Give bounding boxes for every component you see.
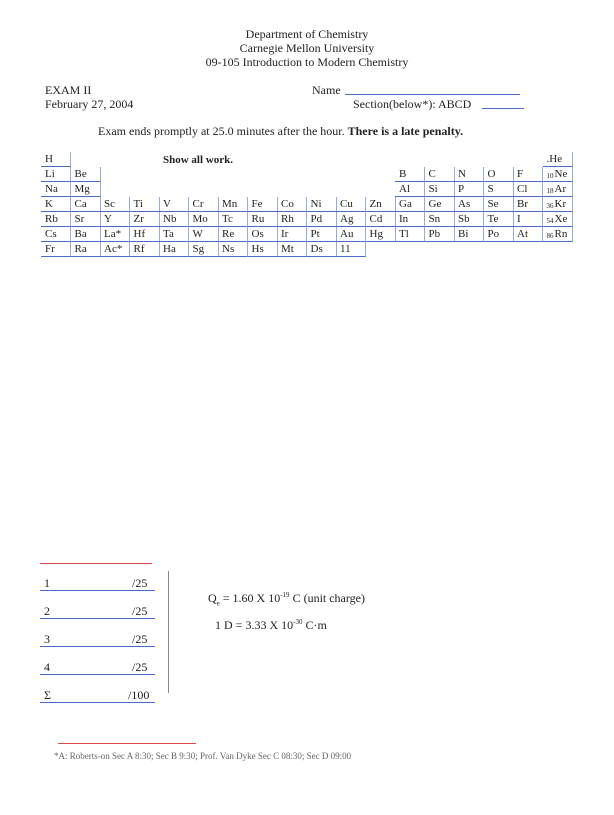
element-cell bbox=[484, 167, 514, 182]
element-symbol: Al bbox=[399, 183, 410, 195]
element-symbol: H bbox=[45, 153, 53, 165]
element-cell bbox=[248, 197, 278, 212]
element-symbol: O bbox=[487, 168, 496, 180]
element-cell bbox=[218, 227, 248, 242]
element-symbol: Sg bbox=[192, 243, 205, 255]
element-symbol: Mo bbox=[192, 213, 208, 225]
element-symbol: In bbox=[399, 213, 409, 225]
element-cell bbox=[277, 242, 307, 257]
element-symbol: Ir bbox=[281, 228, 289, 240]
element-symbol: Sn bbox=[428, 213, 441, 225]
debye-constant: 1 D = 3.33 X $10^{-30}$ C·m bbox=[215, 618, 327, 632]
element-cell bbox=[189, 212, 219, 227]
element-symbol: Nb bbox=[163, 213, 177, 225]
element-cell bbox=[277, 227, 307, 242]
element-symbol: Ra bbox=[74, 243, 87, 255]
element-symbol: Rn bbox=[554, 228, 568, 240]
element-cell bbox=[189, 227, 219, 242]
atomic-number-prefix: 86 bbox=[546, 232, 554, 240]
footer-line bbox=[58, 743, 196, 744]
element-cell bbox=[366, 212, 396, 227]
element-cell bbox=[454, 212, 484, 227]
element-cell bbox=[454, 167, 484, 182]
atomic-number-prefix: 10 bbox=[546, 172, 554, 180]
element-symbol: K bbox=[45, 198, 53, 210]
element-symbol: Hs bbox=[251, 243, 264, 255]
question-number: 3 bbox=[44, 632, 50, 646]
element-cell bbox=[484, 182, 514, 197]
element-symbol: W bbox=[192, 228, 203, 240]
section-blank[interactable] bbox=[482, 108, 524, 109]
element-symbol: Mt bbox=[281, 243, 294, 255]
score-top-line bbox=[40, 563, 152, 564]
element-symbol: V bbox=[163, 198, 171, 210]
max-points: /25 bbox=[132, 604, 148, 618]
element-cell bbox=[484, 197, 514, 212]
university-line: Carnegie Mellon University bbox=[239, 41, 375, 55]
element-symbol: Zr bbox=[133, 213, 144, 225]
element-cell bbox=[159, 197, 189, 212]
element-symbol: Br bbox=[517, 198, 528, 210]
element-cell bbox=[41, 242, 71, 257]
element-cell bbox=[100, 242, 130, 257]
element-symbol: Fr bbox=[45, 243, 55, 255]
element-cell bbox=[513, 212, 543, 227]
element-symbol: Sc bbox=[104, 198, 115, 210]
element-cell bbox=[130, 197, 160, 212]
element-symbol: Ns bbox=[222, 243, 235, 255]
element-cell bbox=[189, 242, 219, 257]
element-cell bbox=[41, 167, 71, 182]
element-symbol: Fe bbox=[251, 198, 263, 210]
element-cell bbox=[395, 197, 425, 212]
element-cell bbox=[484, 227, 514, 242]
element-cell bbox=[130, 227, 160, 242]
element-cell bbox=[71, 242, 101, 257]
element-symbol: Co bbox=[281, 198, 294, 210]
element-cell bbox=[425, 227, 455, 242]
element-cell bbox=[100, 212, 130, 227]
element-cell bbox=[41, 212, 71, 227]
element-symbol: .He bbox=[546, 153, 563, 165]
element-symbol: Li bbox=[45, 168, 55, 180]
max-points: /25 bbox=[132, 576, 148, 590]
instructions-text: Exam ends promptly at 25.0 minutes after the hour. bbox=[98, 124, 345, 138]
element-cell bbox=[41, 227, 71, 242]
element-symbol: Mg bbox=[74, 183, 90, 195]
max-points: /25 bbox=[132, 660, 148, 674]
element-cell bbox=[395, 227, 425, 242]
element-cell bbox=[159, 212, 189, 227]
score-blank[interactable] bbox=[40, 702, 155, 703]
element-symbol: Zn bbox=[369, 198, 382, 210]
element-symbol: N bbox=[458, 168, 466, 180]
show-work-note: Show all work. bbox=[163, 154, 233, 166]
element-symbol: Ta bbox=[163, 228, 174, 240]
element-symbol: C bbox=[428, 168, 436, 180]
element-cell bbox=[71, 167, 101, 182]
element-symbol: Te bbox=[487, 213, 499, 225]
element-symbol: Ac* bbox=[104, 243, 123, 255]
name-blank[interactable] bbox=[345, 94, 520, 95]
element-symbol: Si bbox=[428, 183, 438, 195]
element-cell bbox=[189, 197, 219, 212]
element-cell bbox=[336, 212, 366, 227]
element-symbol: Tc bbox=[222, 213, 233, 225]
element-cell bbox=[513, 167, 543, 182]
element-symbol: Pd bbox=[310, 213, 323, 225]
element-symbol: Mn bbox=[222, 198, 238, 210]
element-cell bbox=[307, 227, 337, 242]
element-symbol: Ga bbox=[399, 198, 412, 210]
footer-note: *A: Roberts-on Sec A 8:30; Sec B 9:30; Prof. Van Dyke Sec C 08:30; Sec D 09:00 bbox=[54, 751, 352, 761]
element-symbol: Rh bbox=[281, 213, 294, 225]
exam-title: EXAM II bbox=[45, 83, 92, 97]
late-penalty-text: There is a late penalty. bbox=[347, 124, 464, 138]
element-cell bbox=[454, 227, 484, 242]
element-symbol: Se bbox=[487, 198, 499, 210]
element-cell bbox=[336, 227, 366, 242]
element-symbol: La* bbox=[104, 228, 122, 240]
element-symbol: B bbox=[399, 168, 407, 180]
element-symbol: Po bbox=[487, 228, 500, 240]
element-symbol: Ds bbox=[310, 243, 323, 255]
element-symbol: Sr bbox=[74, 213, 85, 225]
atomic-number-prefix: 36 bbox=[546, 202, 554, 210]
element-cell bbox=[543, 197, 573, 212]
question-number: 4 bbox=[44, 660, 50, 674]
element-cell bbox=[336, 242, 366, 257]
atomic-number-prefix: 54 bbox=[546, 217, 554, 225]
element-cell bbox=[159, 227, 189, 242]
element-cell bbox=[513, 182, 543, 197]
element-symbol: S bbox=[487, 183, 494, 195]
element-symbol: Ar bbox=[554, 183, 567, 195]
element-symbol: Y bbox=[104, 213, 112, 225]
element-cell bbox=[366, 227, 396, 242]
element-cell bbox=[336, 197, 366, 212]
element-cell bbox=[71, 182, 101, 197]
charge-constant: $Q_e = 1.60$ X $10^{-19}$ C (unit charge) bbox=[208, 591, 365, 608]
element-symbol: Ne bbox=[554, 168, 568, 180]
question-number: 2 bbox=[44, 604, 50, 618]
element-symbol: Hf bbox=[133, 228, 146, 240]
element-symbol: As bbox=[458, 198, 471, 210]
element-cell bbox=[454, 197, 484, 212]
element-cell bbox=[159, 242, 189, 257]
element-cell bbox=[513, 197, 543, 212]
element-cell bbox=[248, 227, 278, 242]
course-line: 09-105 Introduction to Modern Chemistry bbox=[205, 55, 409, 69]
element-cell bbox=[425, 197, 455, 212]
element-symbol: Pb bbox=[428, 228, 441, 240]
element-symbol: Ti bbox=[133, 198, 143, 210]
element-symbol: 11 bbox=[340, 243, 351, 255]
element-cell bbox=[395, 167, 425, 182]
element-cell bbox=[218, 242, 248, 257]
instructions bbox=[98, 124, 463, 139]
element-symbol: Tl bbox=[399, 228, 409, 240]
element-cell bbox=[425, 182, 455, 197]
element-symbol: Rf bbox=[133, 243, 145, 255]
score-blank[interactable] bbox=[40, 590, 155, 591]
max-points: /100 bbox=[128, 688, 150, 702]
element-symbol: At bbox=[517, 228, 528, 240]
element-cell bbox=[454, 182, 484, 197]
element-cell bbox=[395, 182, 425, 197]
element-symbol: Pt bbox=[310, 228, 320, 240]
element-symbol: Sb bbox=[458, 213, 470, 225]
element-symbol: Ge bbox=[428, 198, 442, 210]
score-blank[interactable] bbox=[40, 674, 155, 675]
element-symbol: Cu bbox=[340, 198, 353, 210]
element-symbol: Re bbox=[222, 228, 235, 240]
element-symbol: Ni bbox=[310, 198, 322, 210]
element-cell bbox=[543, 182, 573, 197]
element-symbol: Cr bbox=[192, 198, 204, 210]
atomic-number-prefix: 18 bbox=[546, 187, 554, 195]
element-cell bbox=[484, 212, 514, 227]
element-cell bbox=[130, 242, 160, 257]
element-symbol: Rb bbox=[45, 213, 58, 225]
element-symbol: Bi bbox=[458, 228, 469, 240]
element-cell bbox=[543, 152, 573, 167]
element-cell bbox=[218, 212, 248, 227]
element-symbol: Cs bbox=[45, 228, 57, 240]
element-symbol: Ca bbox=[74, 198, 87, 210]
element-symbol: Xe bbox=[554, 213, 568, 225]
element-cell bbox=[425, 167, 455, 182]
element-cell bbox=[307, 212, 337, 227]
element-symbol: Os bbox=[251, 228, 264, 240]
element-cell bbox=[307, 197, 337, 212]
element-cell bbox=[277, 197, 307, 212]
element-symbol: Ba bbox=[74, 228, 87, 240]
element-cell bbox=[71, 212, 101, 227]
question-number: Σ bbox=[44, 688, 51, 702]
exam-date: February 27, 2004 bbox=[45, 97, 134, 111]
element-symbol: Be bbox=[74, 168, 87, 180]
score-divider bbox=[168, 571, 169, 693]
section-label: Section(below*): ABCD bbox=[353, 97, 472, 111]
element-symbol: Na bbox=[45, 183, 58, 195]
element-cell bbox=[425, 212, 455, 227]
element-symbol: Kr bbox=[554, 198, 567, 210]
element-symbol: Au bbox=[340, 228, 354, 240]
score-blank[interactable] bbox=[40, 646, 155, 647]
element-cell bbox=[71, 197, 101, 212]
element-cell bbox=[41, 152, 71, 167]
element-cell bbox=[100, 227, 130, 242]
element-cell bbox=[71, 227, 101, 242]
element-symbol: Ha bbox=[163, 243, 176, 255]
element-cell bbox=[395, 212, 425, 227]
element-cell bbox=[218, 197, 248, 212]
element-cell bbox=[130, 212, 160, 227]
department-line: Department of Chemistry bbox=[245, 27, 369, 41]
element-symbol: I bbox=[517, 213, 521, 225]
max-points: /25 bbox=[132, 632, 148, 646]
element-symbol: Cd bbox=[369, 213, 383, 225]
question-number: 1 bbox=[44, 576, 50, 590]
element-cell bbox=[248, 212, 278, 227]
element-cell bbox=[307, 242, 337, 257]
element-cell bbox=[513, 227, 543, 242]
name-label: Name bbox=[312, 83, 341, 97]
element-symbol: Ag bbox=[340, 213, 354, 225]
element-symbol: P bbox=[458, 183, 465, 195]
element-symbol: Hg bbox=[369, 228, 383, 240]
element-symbol: F bbox=[517, 168, 524, 180]
periodic-table bbox=[41, 152, 571, 260]
element-cell bbox=[248, 242, 278, 257]
element-cell bbox=[543, 167, 573, 182]
element-symbol: Ru bbox=[251, 213, 265, 225]
element-cell bbox=[41, 197, 71, 212]
element-cell bbox=[41, 182, 71, 197]
score-blank[interactable] bbox=[40, 618, 155, 619]
element-cell bbox=[100, 197, 130, 212]
element-cell bbox=[543, 212, 573, 227]
element-symbol: Cl bbox=[517, 183, 528, 195]
element-cell bbox=[366, 197, 396, 212]
element-cell bbox=[543, 227, 573, 242]
element-cell bbox=[277, 212, 307, 227]
